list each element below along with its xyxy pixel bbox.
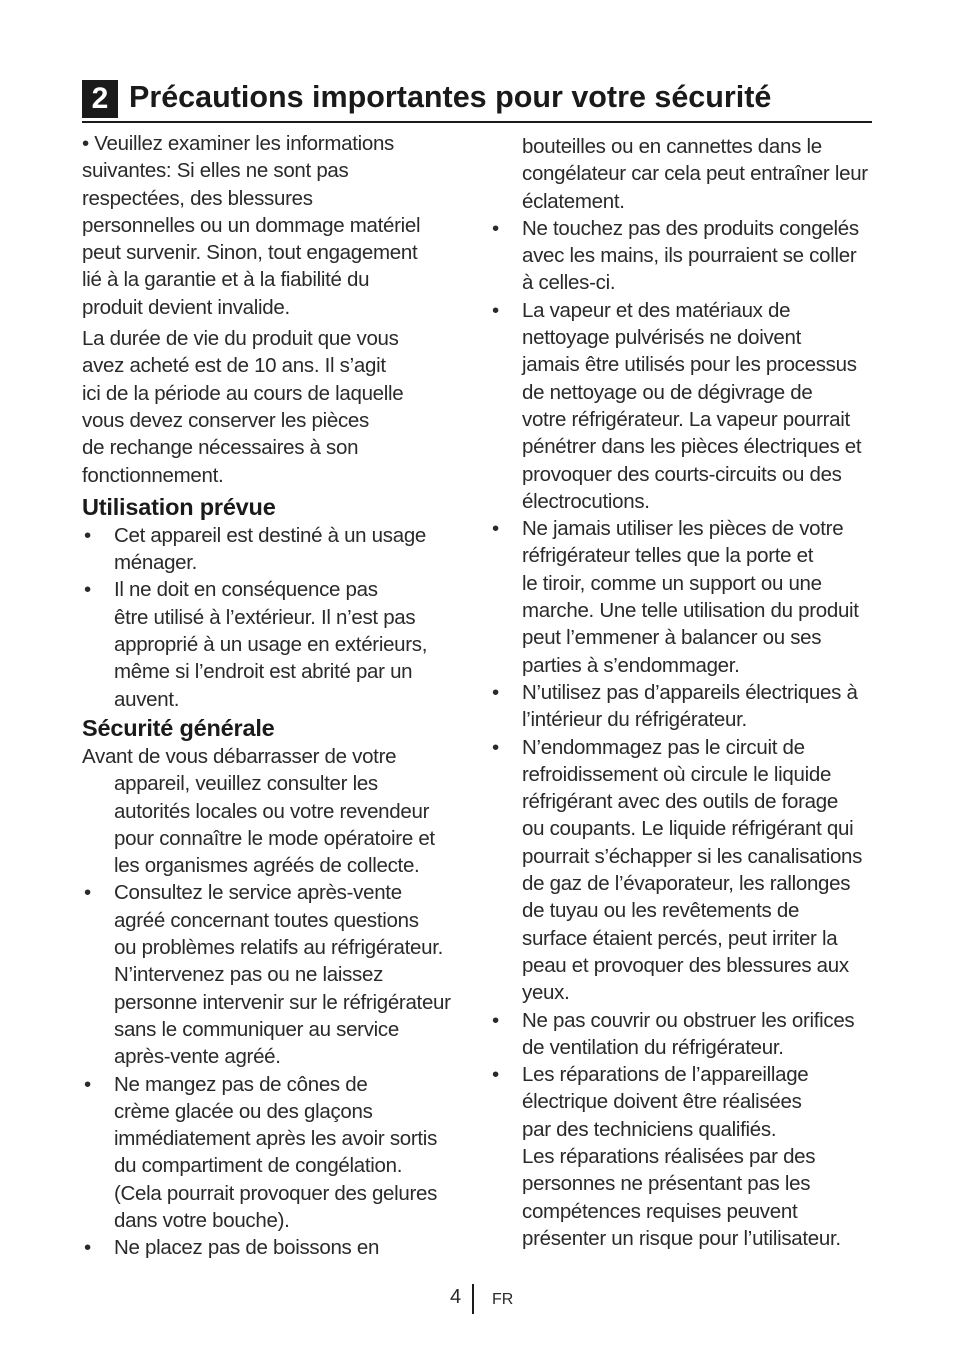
bullet-line: nettoyage pulvérisés ne doivent xyxy=(522,326,802,350)
text-line: produit devient invalide. xyxy=(82,295,290,319)
bullet-line: immédiatement après les avoir sortis xyxy=(114,1127,438,1151)
page-number: 4 xyxy=(450,1286,462,1308)
bullet-line: à celles-ci. xyxy=(522,271,616,295)
bullet-line: avec les mains, ils pourraient se coller xyxy=(522,244,857,268)
bullet-line: Cet appareil est destiné à un usage xyxy=(114,523,427,547)
bullet-line: Il ne doit en conséquence pas xyxy=(114,578,378,602)
bullet-dot-icon: • xyxy=(492,517,499,541)
page-title: Précautions importantes pour votre sécurité xyxy=(129,80,772,114)
safety-bullet-list xyxy=(82,879,468,1261)
bullet-item xyxy=(82,879,468,1070)
bullet-line: après-vente agréé. xyxy=(114,1045,281,1069)
bullet-line: approprié à un usage en extérieurs, xyxy=(114,633,428,657)
bullet-dot-icon: • xyxy=(84,578,91,602)
bullet-line: du compartiment de congélation. xyxy=(114,1154,403,1178)
bullet-dot-icon: • xyxy=(492,1063,499,1087)
text-line: bouteilles ou en cannettes dans le xyxy=(522,135,822,158)
bullet-line: l’intérieur du réfrigérateur. xyxy=(522,708,747,732)
text-line: lié à la garantie et à la fiabilité du xyxy=(82,268,370,292)
text-line: personnelles ou un dommage matériel xyxy=(82,213,421,237)
intro-paragraph xyxy=(82,130,468,321)
bullet-line: par des techniciens qualifiés. xyxy=(522,1117,777,1141)
bullet-line: pourrait s’échapper si les canalisations xyxy=(522,844,863,868)
text-line: appareil, veuillez consulter les xyxy=(114,772,378,796)
bullet-line: yeux. xyxy=(522,981,570,1005)
bullet-dot-icon: • xyxy=(84,1236,91,1260)
bullet-dot-icon: • xyxy=(492,1008,499,1032)
heading-intended-use: Utilisation prévue xyxy=(82,493,276,520)
continuation-text xyxy=(490,133,890,215)
text-line: congélateur car cela peut entraîner leur xyxy=(522,162,868,186)
section-header xyxy=(82,76,872,123)
bullet-line: de gaz de l’évaporateur, les rallonges xyxy=(522,872,851,896)
bullet-line: surface étaient percés, peut irriter la xyxy=(522,926,838,950)
bullet-item xyxy=(490,515,890,679)
bullet-item xyxy=(490,297,890,515)
bullet-line: N’intervenez pas ou ne laissez xyxy=(114,963,384,987)
bullet-line: réfrigérant avec des outils de forage xyxy=(522,790,838,814)
bullet-line: électrique doivent être réalisées xyxy=(522,1090,802,1114)
text-line: La durée de vie du produit que vous xyxy=(82,327,399,351)
heading-general-safety: Sécurité générale xyxy=(82,714,275,741)
bullet-line: provoquer des courts-circuits ou des xyxy=(522,462,842,486)
right-column xyxy=(490,133,890,1252)
bullet-line: de tuyau ou les revêtements de xyxy=(522,899,800,923)
text-line: de rechange nécessaires à son xyxy=(82,436,359,460)
footer-divider xyxy=(472,1284,474,1314)
bullet-line: jamais être utilisés pour les processus xyxy=(522,353,857,377)
bullet-dot-icon: • xyxy=(492,298,499,322)
bullet-line: ou coupants. Le liquide réfrigérant qui xyxy=(522,817,854,841)
bullet-line: même si l’endroit est abrité par un xyxy=(114,660,413,684)
bullet-item xyxy=(82,1234,468,1261)
bullet-line: dans votre bouche). xyxy=(114,1208,290,1232)
bullet-item xyxy=(490,1061,890,1252)
bullet-line: ou problèmes relatifs au réfrigérateur. xyxy=(114,936,444,960)
bullet-line: N’utilisez pas d’appareils électriques à xyxy=(522,680,858,704)
text-line: respectées, des blessures xyxy=(82,186,313,210)
text-line: autorités locales ou votre revendeur xyxy=(114,799,430,823)
bullet-line: personnes ne présentant pas les xyxy=(522,1172,811,1196)
bullet-line: La vapeur et des matériaux de xyxy=(522,298,791,322)
bullet-line: votre réfrigérateur. La vapeur pourrait xyxy=(522,407,850,431)
bullet-line: Ne placez pas de boissons en xyxy=(114,1236,380,1260)
bullet-dot-icon: • xyxy=(492,216,499,240)
usage-bullet-list xyxy=(82,522,468,713)
bullet-line: compétences requises peuvent xyxy=(522,1199,798,1223)
bullet-dot-icon: • xyxy=(492,735,499,759)
bullet-line: marche. Une telle utilisation du produit xyxy=(522,599,859,623)
bullet-line: réfrigérateur telles que la porte et xyxy=(522,544,814,568)
bullet-line: présenter un risque pour l’utilisateur. xyxy=(522,1226,841,1250)
bullet-line: personne intervenir sur le réfrigérateur xyxy=(114,990,451,1014)
bullet-line: sans le communiquer au service xyxy=(114,1017,399,1041)
text-line: fonctionnement. xyxy=(82,463,224,487)
bullet-line: de nettoyage ou de dégivrage de xyxy=(522,380,813,404)
bullet-line: N’endommagez pas le circuit de xyxy=(522,735,805,759)
text-line: les organismes agréés de collecte. xyxy=(114,854,420,878)
safety-intro xyxy=(82,743,468,879)
text-line: éclatement. xyxy=(522,189,625,213)
left-column xyxy=(82,130,468,1262)
text-line: • Veuillez examiner les informations xyxy=(82,132,394,155)
bullet-item xyxy=(490,1007,890,1062)
bullet-line: de ventilation du réfrigérateur. xyxy=(522,1035,784,1059)
bullet-dot-icon: • xyxy=(84,881,91,905)
safety-intro-rest xyxy=(82,770,468,879)
bullet-item xyxy=(490,679,890,734)
bullet-item xyxy=(490,734,890,1007)
bullet-line: Ne touchez pas des produits congelés xyxy=(522,216,859,240)
text-line: ici de la période au cours de laquelle xyxy=(82,381,404,405)
bullet-line: Ne jamais utiliser les pièces de votre xyxy=(522,517,844,541)
bullet-item xyxy=(82,576,468,712)
text-line: suivantes: Si elles ne sont pas xyxy=(82,159,349,183)
bullet-line: Les réparations réalisées par des xyxy=(522,1144,816,1168)
bullet-line: (Cela pourrait provoquer des gelures xyxy=(114,1181,438,1205)
bullet-item xyxy=(490,215,890,297)
bullet-line: Ne pas couvrir ou obstruer les orifices xyxy=(522,1008,855,1032)
bullet-item xyxy=(82,522,468,577)
bullet-line: Les réparations de l’appareillage xyxy=(522,1063,809,1087)
safety-intro-first-line: Avant de vous débarrasser de votre xyxy=(82,744,397,768)
language-code: FR xyxy=(492,1291,514,1308)
bullet-line: être utilisé à l’extérieur. Il n’est pas xyxy=(114,605,416,629)
bullet-line: ménager. xyxy=(114,551,198,575)
text-line: vous devez conserver les pièces xyxy=(82,408,369,432)
bullet-line: refroidissement où circule le liquide xyxy=(522,762,832,786)
text-line: avez acheté est de 10 ans. Il s’agit xyxy=(82,354,386,378)
bullet-line: parties à s’endommager. xyxy=(522,653,740,677)
lifespan-paragraph xyxy=(82,325,468,489)
text-line: pour connaître le mode opératoire et xyxy=(114,826,435,850)
bullet-line: Ne mangez pas de cônes de xyxy=(114,1072,368,1096)
bullet-line: le tiroir, comme un support ou une xyxy=(522,571,822,595)
bullet-line: électrocutions. xyxy=(522,489,650,513)
right-bullet-list xyxy=(490,215,890,1252)
text-line: peut survenir. Sinon, tout engagement xyxy=(82,241,418,265)
bullet-item xyxy=(82,1071,468,1235)
section-number: 2 xyxy=(82,80,118,118)
bullet-line: Consultez le service après-vente xyxy=(114,881,402,905)
bullet-dot-icon: • xyxy=(84,523,91,547)
bullet-dot-icon: • xyxy=(84,1072,91,1096)
bullet-line: agréé concernant toutes questions xyxy=(114,908,419,932)
bullet-line: auvent. xyxy=(114,687,180,711)
bullet-line: crème glacée ou des glaçons xyxy=(114,1099,373,1123)
bullet-dot-icon: • xyxy=(492,680,499,704)
bullet-line: peut l’emmener à balancer ou ses xyxy=(522,626,822,650)
bullet-line: peau et provoquer des blessures aux xyxy=(522,953,849,977)
bullet-line: pénétrer dans les pièces électriques et xyxy=(522,435,862,459)
